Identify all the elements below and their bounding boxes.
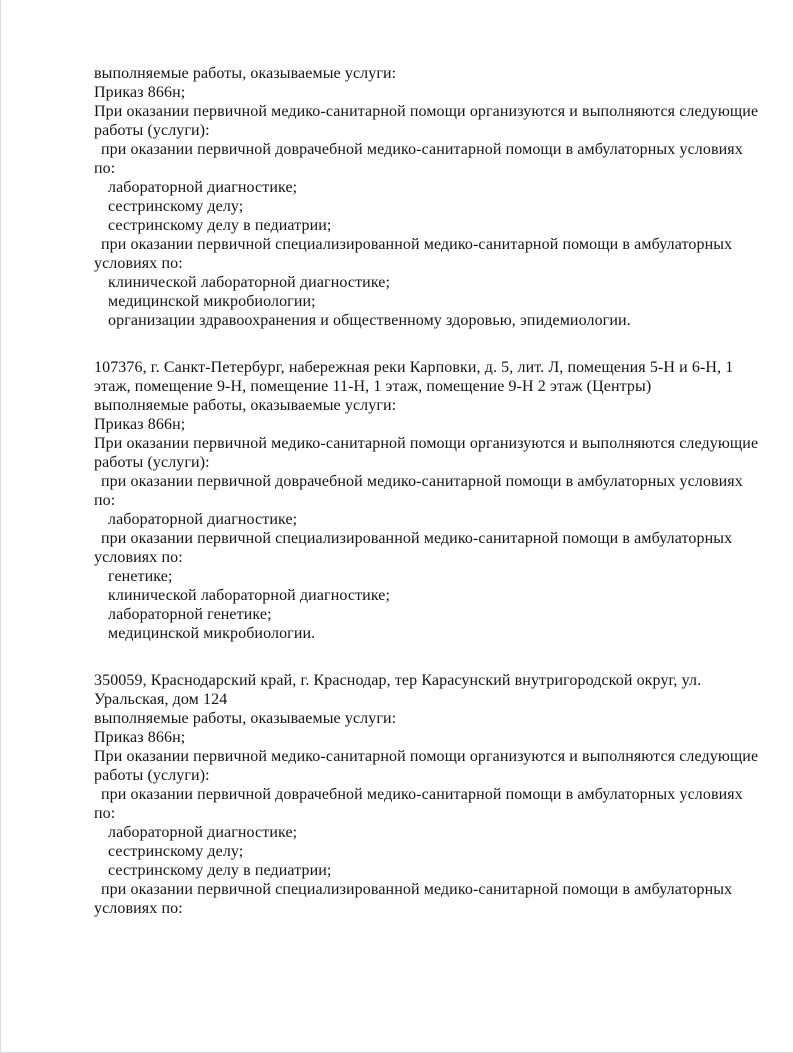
text-line: сестринскому делу; [108, 843, 244, 860]
text-line: клинической лабораторной диагностике; [108, 587, 391, 604]
document-section-works-services-continuation [94, 64, 759, 330]
text-line: Приказ 866н; [94, 84, 186, 101]
text-line: условиях по: [94, 549, 183, 566]
text-line: сестринскому делу в педиатрии; [108, 862, 332, 879]
text-line: лабораторной диагностике; [108, 824, 298, 841]
text-line: Приказ 866н; [94, 729, 186, 746]
text-line: условиях по: [94, 255, 183, 272]
text-line: сестринскому делу; [108, 198, 244, 215]
text-line: условиях по: [94, 900, 183, 917]
document-section-address-block-saint-petersburg [94, 358, 759, 643]
text-line: лабораторной генетике; [108, 606, 272, 623]
text-line: медицинской микробиологии; [108, 293, 316, 310]
text-line: 107376, г. Санкт-Петербург, набережная реки Карповки, д. 5, лит. Л, помещения 5-Н и 6-Н, 1 [94, 359, 734, 376]
text-line: медицинской микробиологии. [108, 625, 316, 642]
text-line: работы (услуги): [94, 122, 210, 139]
text-line: Приказ 866н; [94, 416, 186, 433]
text-line: При оказании первичной медико-санитарной помощи организуются и выполняются следующие [94, 748, 759, 765]
document-body [1, 0, 793, 918]
text-line: При оказании первичной медико-санитарной помощи организуются и выполняются следующие [94, 103, 759, 120]
text-line: организации здравоохранения и общественному здоровью, эпидемиологии. [108, 312, 631, 329]
text-line: при оказании первичной специализированной медико-санитарной помощи в амбулаторных [101, 236, 733, 253]
text-line: Уральская, дом 124 [94, 691, 228, 708]
text-line: 350059, Краснодарский край, г. Краснодар, тер Карасунский внутригородской округ, ул. [94, 672, 702, 689]
text-line: при оказании первичной доврачебной медико-санитарной помощи в амбулаторных условиях [101, 786, 743, 803]
text-line: При оказании первичной медико-санитарной помощи организуются и выполняются следующие [94, 435, 759, 452]
text-line: выполняемые работы, оказываемые услуги: [94, 397, 397, 414]
text-line: этаж, помещение 9-Н, помещение 11-Н, 1 этаж, помещение 9-Н 2 этаж (Центры) [94, 378, 652, 395]
text-line: при оказании первичной специализированной медико-санитарной помощи в амбулаторных [101, 530, 733, 547]
text-line: работы (услуги): [94, 454, 210, 471]
text-line: генетике; [108, 568, 173, 585]
text-line: клинической лабораторной диагностике; [108, 274, 391, 291]
text-line: выполняемые работы, оказываемые услуги: [94, 710, 397, 727]
text-line: при оказании первичной доврачебной медико-санитарной помощи в амбулаторных условиях [101, 141, 743, 158]
text-line: по: [94, 492, 116, 509]
text-line: сестринскому делу в педиатрии; [108, 217, 332, 234]
text-line: при оказании первичной специализированной медико-санитарной помощи в амбулаторных [101, 881, 733, 898]
text-line: лабораторной диагностике; [108, 179, 298, 196]
text-line: лабораторной диагностике; [108, 511, 298, 528]
text-line: по: [94, 805, 116, 822]
text-line: выполняемые работы, оказываемые услуги: [94, 65, 397, 82]
text-line: при оказании первичной доврачебной медико-санитарной помощи в амбулаторных условиях [101, 473, 743, 490]
document-section-address-block-krasnodar [94, 671, 759, 918]
text-line: по: [94, 160, 116, 177]
text-line: работы (услуги): [94, 767, 210, 784]
